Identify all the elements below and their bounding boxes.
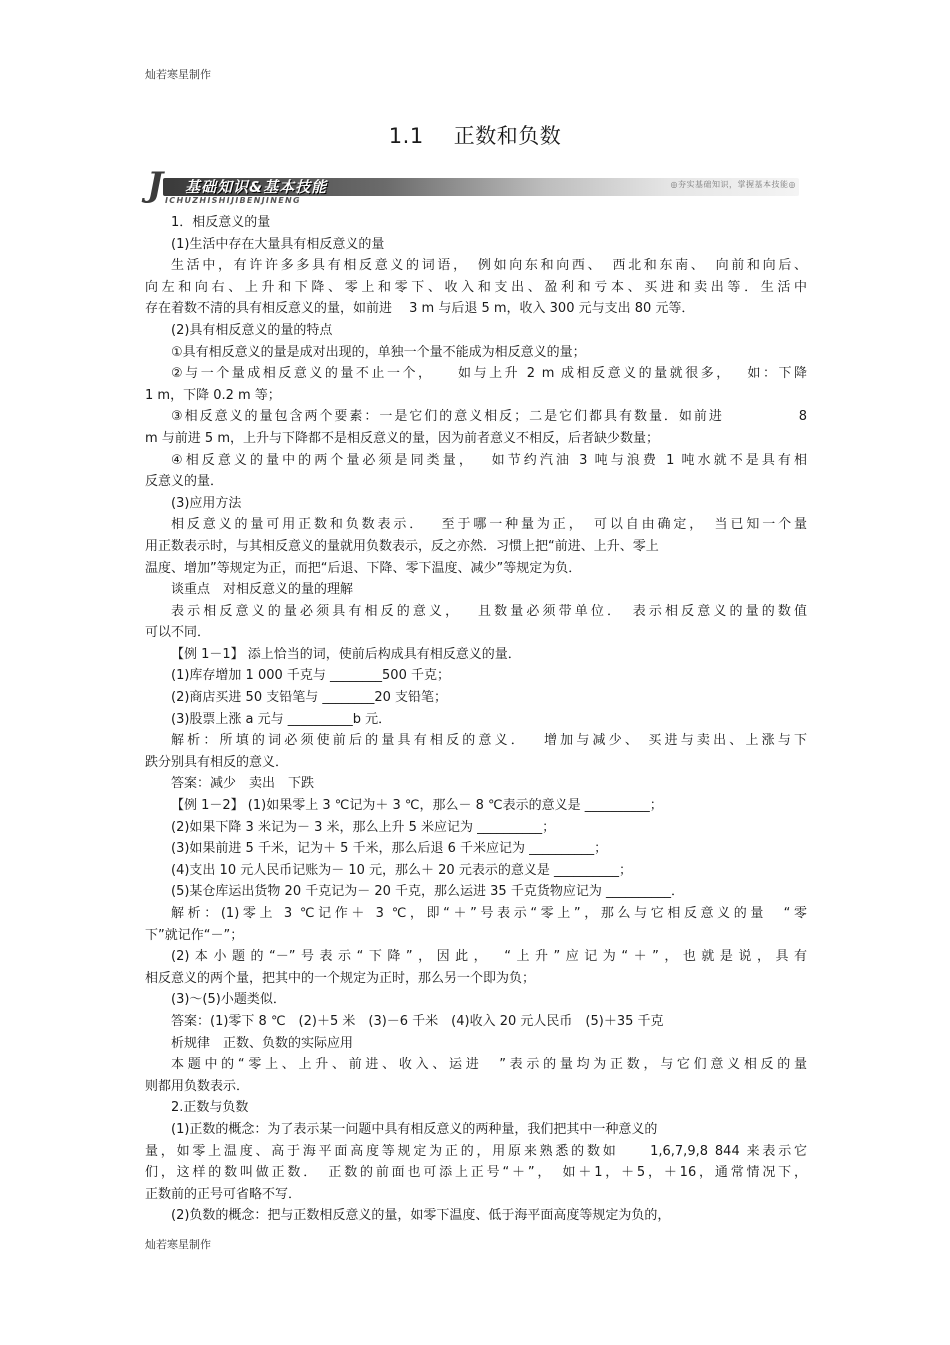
section-banner: [145, 165, 800, 208]
analysis-line: 解析：(1)零上 3 ℃记作＋ 3 ℃，即“＋”号表示“零上”，那么与它相反意义的量 “零: [171, 906, 807, 921]
answer-line: 答案：减少 卖出 下跌: [171, 776, 315, 792]
banner-subtitle: ICHUZHISHIJIBENJINENG: [165, 196, 301, 205]
example-item: (3)如果前进 5 千米，记为＋ 5 千米，那么后退 6 千米应记为 __________；: [171, 841, 608, 857]
analysis-line: (3)～(5)小题类似．: [171, 992, 286, 1008]
heading-1: 1．相反意义的量: [171, 215, 271, 230]
example-item: (2)如果下降 3 米记为－ 3 米，那么上升 5 米应记为 __________；: [171, 819, 556, 835]
example-item: (5)某仓库运出货物 20 千克记为－ 20 千克，那么运进 35 千克货物应记为 __________．: [171, 884, 684, 900]
analysis-line: (2)本小题的“－”号表示“下降”，因此， “上升”应记为“＋”，也就是说，具有: [171, 949, 807, 965]
example-title: 【例 1－2】 (1)如果零上 3 ℃记为＋ 3 ℃，那么－ 8 ℃表示的意义是 __________；: [171, 798, 663, 814]
paragraph-line: ①具有相反意义的量是成对出现的，单独一个量不能成为相反意义的量；: [171, 344, 586, 360]
paragraph-line: m 与前进 5 m，上升与下降都不是相反意义的量，因为前者意义不相反，后者缺少数量；: [145, 430, 659, 446]
paragraph-line: 反意义的量．: [145, 474, 224, 490]
paragraph-line: 们，这样的数叫做正数． 正数的前面也可添上正号“＋”， 如＋1，＋5，＋16，通常情况下，: [145, 1165, 807, 1181]
section-title: 正数和负数: [453, 124, 562, 148]
paragraph-line: 存在着数不清的具有相反意义的量，如前进 3 m 与后退 5 m，收入 300 元与支出 80 元等．: [145, 301, 695, 317]
paragraph-line: 温度、增加”等规定为正，而把“后退、下降、零下温度、减少”等规定为负．: [145, 560, 582, 576]
analysis-line: 相反意义的两个量，把其中的一个规定为正时，那么另一个即为负；: [145, 970, 536, 986]
paragraph-line: 1 m，下降 0.2 m 等；: [145, 387, 281, 403]
analysis-line: 跌分别具有相反的意义．: [145, 754, 289, 770]
analysis-line: 解析：所填的词必须使前后的量具有相反的意义． 增加与减少、 买进与卖出、上涨与下: [171, 733, 807, 749]
example-item: (4)支出 10 元人民币记账为－ 10 元，那么＋ 20 元表示的意义是 __________；: [171, 862, 632, 878]
example-title: 【例 1－1】 添上恰当的词，使前后构成具有相反意义的量．: [171, 646, 521, 662]
paragraph-line: 本题中的“零上、上升、前进、收入、运进 ”表示的量均为正数，与它们意义相反的量: [171, 1057, 807, 1073]
watermark-top: 灿若寒星制作: [145, 68, 211, 81]
paragraph-line: 正数前的正号可省略不写．: [145, 1186, 302, 1202]
rule-title: 析规律 正数、负数的实际应用: [171, 1035, 354, 1051]
subheading: (3)应用方法: [171, 495, 242, 511]
subheading: (2)具有相反意义的量的特点: [171, 322, 333, 338]
banner-logo-j: J: [147, 165, 164, 205]
paragraph-line: ④相反意义的量中的两个量必须是同类量， 如节约汽油 3 吨与浪费 1 吨水就不是具有相: [171, 452, 807, 468]
paragraph-line: 向左和向右、上升和下降、零上和零下、收入和支出、盈利和亏本、买进和卖出等．生活中: [145, 279, 807, 295]
paragraph-line: ②与一个量成相反意义的量不止一个， 如与上升 2 m 成相反意义的量就很多， 如：下降: [171, 366, 807, 382]
document-body: [145, 212, 807, 1227]
page-title: [0, 120, 950, 150]
section-number: 1.1: [388, 124, 424, 148]
example-item: (1)库存增加 1 000 千克与 ________500 千克；: [171, 668, 450, 684]
paragraph-line: 可以不同．: [145, 625, 211, 641]
answer-line: 答案：(1)零下 8 ℃ (2)＋5 米 (3)－6 千米 (4)收入 20 元人民币 (5)＋35 千克: [171, 1013, 664, 1029]
paragraph-line: (2)负数的概念：把与正数相反意义的量，如零下温度、低于海平面高度等规定为负的，: [171, 1208, 671, 1224]
paragraph-line: ③相反意义的量包含两个要素：一是它们的意义相反；二是它们都具有数量．如前进 8: [171, 409, 807, 425]
heading-2: 2.正数与负数: [171, 1100, 249, 1116]
analysis-line: 下”就记作“－”；: [145, 927, 244, 943]
paragraph-line: 则都用负数表示．: [145, 1078, 250, 1094]
paragraph-line: 生活中，有许许多多具有相反意义的词语， 例如向东和向西、 西北和东南、 向前和向后、: [171, 258, 807, 274]
banner-title: 基础知识&基本技能: [185, 178, 328, 196]
example-item: (3)股票上涨 a 元与 __________b 元．: [171, 711, 392, 727]
paragraph-line: 用正数表示时，与其相反意义的量就用负数表示，反之亦然．习惯上把“前进、上升、零上: [145, 538, 659, 554]
paragraph-line: 表示相反意义的量必须具有相反的意义， 且数量必须带单位． 表示相反意义的量的数值: [171, 603, 807, 619]
paragraph-line: (1)正数的概念：为了表示某一问题中具有相反意义的两种量，我们把其中一种意义的: [171, 1121, 658, 1137]
paragraph-line: 相反意义的量可用正数和负数表示． 至于哪一种量为正， 可以自由确定， 当已知一个量: [171, 517, 807, 533]
watermark-bottom: 灿若寒星制作: [145, 1238, 211, 1251]
key-point-title: 谈重点 对相反意义的量的理解: [171, 582, 354, 598]
subheading: (1)生活中存在大量具有相反意义的量: [171, 236, 385, 252]
example-item: (2)商店买进 50 支铅笔与 ________20 支铅笔；: [171, 690, 448, 706]
paragraph-line: 量，如零上温度、高于海平面高度等规定为正的，用原来熟悉的数如 1,6,7,9,8 844 来表示它: [145, 1143, 807, 1159]
banner-slogan: ◎夯实基础知识，掌握基本技能◎: [670, 180, 796, 189]
